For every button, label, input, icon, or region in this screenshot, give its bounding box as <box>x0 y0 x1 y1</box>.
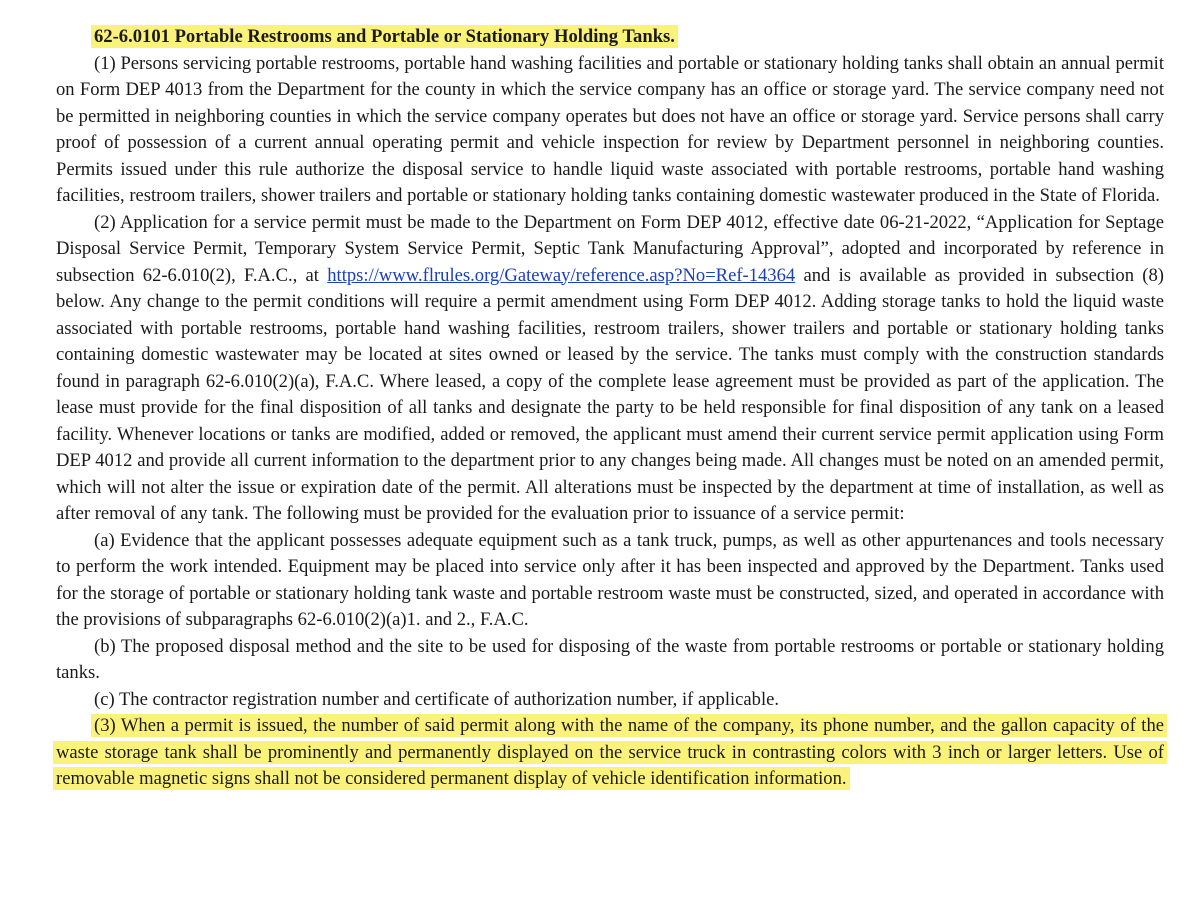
paragraph-2c: (c) The contractor registration number and certificate of authorization number, if applicable. <box>94 688 780 710</box>
rule-heading-line <box>56 24 1164 51</box>
flrules-reference-link[interactable]: https://www.flrules.org/Gateway/reference.asp?No=Ref-14364 <box>327 264 796 286</box>
paragraph-2-text-after-link: and is available as provided in subsection (8) below. Any change to the permit conditions will require a permit amendment using Form DEP 4012. Adding storage tanks to hold the liquid waste associated with portable restrooms, portable hand washing facilities, restroom trailers, shower trailers and portable or stationary holding tanks containing domestic wastewater may be located at sites owned or leased by the service. The tanks must comply with the construction standards found in paragraph 62-6.010(2)(a), F.A.C. Where leased, a copy of the complete lease agreement must be provided as part of the application. The lease must provide for the final disposition of all tanks and designate the party to be held responsible for final disposition of any tank on a leased facility. Whenever locations or tanks are modified, added or removed, the applicant must amend their current service permit application using Form DEP 4012 and provide all current information to the department prior to any changes being made. All changes must be noted on an amended permit, which will not alter the issue or expiration date of the permit. All alterations must be inspected by the department at time of installation, as well as after removal of any tank. The following must be provided for the evaluation prior to issuance of a service permit: <box>56 264 1164 524</box>
rule-heading: 62-6.0101 Portable Restrooms and Portable or Stationary Holding Tanks. <box>91 25 678 48</box>
paragraph-3-highlighted-text: (3) When a permit is issued, the number of said permit along with the name of the company, its phone number, and the gallon capacity of the waste storage tank shall be prominently and permanently displayed on the service truck in contrasting colors with 3 inch or larger letters. Use of removable magnetic signs shall not be considered permanent display of vehicle identification information. <box>53 714 1167 790</box>
paragraph-2 <box>56 210 1164 528</box>
paragraph-2b: (b) The proposed disposal method and the site to be used for disposing of the waste from portable restrooms or portable or stationary holding tanks. <box>56 635 1164 683</box>
paragraph-3 <box>56 713 1164 793</box>
paragraph-1: (1) Persons servicing portable restrooms, portable hand washing facilities and portable or stationary holding tanks shall obtain an annual permit on Form DEP 4013 from the Department for the county in which the service company has an office or storage yard. The service company need not be permitted in neighboring counties in which the service company operates but does not have an office or storage yard. Service persons shall carry proof of possession of a current annual operating permit and vehicle inspection for review by Department personnel in neighboring counties. Permits issued under this rule authorize the disposal service to handle liquid waste associated with portable restrooms, portable hand washing facilities, restroom trailers, shower trailers and portable or stationary holding tanks containing domestic wastewater produced in the State of Florida. <box>56 52 1164 206</box>
rule-document <box>56 24 1164 793</box>
paragraph-2a: (a) Evidence that the applicant possesses adequate equipment such as a tank truck, pumps, as well as other appurtenances and tools necessary to perform the work intended. Equipment may be placed into service only after it has been inspected and approved by the Department. Tanks used for the storage of portable or stationary holding tank waste and portable restroom waste must be constructed, sized, and operated in accordance with the provisions of subparagraphs 62-6.010(2)(a)1. and 2., F.A.C. <box>56 529 1164 630</box>
paragraph-2-text-before-link: (2) Application for a service permit must be made to the Department on Form DEP 4012, effective date 06-21-2022, “Application for Septage Disposal Service Permit, Temporary System Service Permit, Septic Tank Manufacturing Approval”, adopted and incorporated by reference in subsection 62-6.010(2), F.A.C., at <box>56 211 1164 286</box>
